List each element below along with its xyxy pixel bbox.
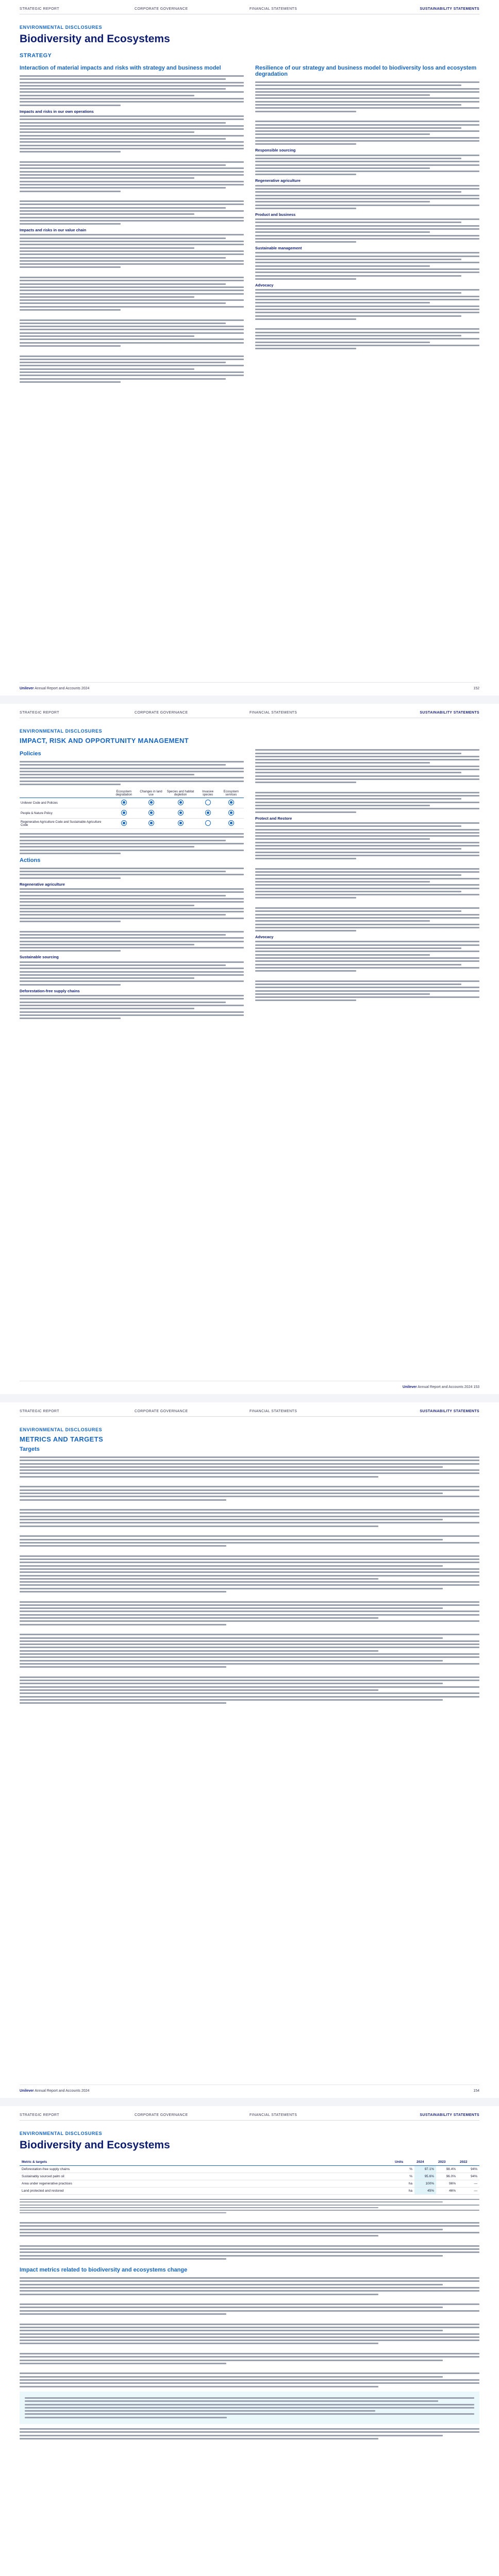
filled-circle-icon <box>228 800 234 805</box>
top-nav <box>20 704 479 718</box>
metric-2022: — <box>458 2188 479 2195</box>
sub-heading-regenerative: Regenerative agriculture <box>20 882 65 887</box>
metric-2023: 98.4% <box>436 2166 458 2173</box>
filled-circle-icon <box>228 810 234 816</box>
footer-brand: Unilever <box>20 2089 34 2093</box>
metric-name: Sustainably sourced palm oil <box>20 2173 393 2180</box>
sub-heading-product-business: Product and business <box>255 212 296 217</box>
text-block <box>255 252 479 279</box>
sub-heading-protect-restore: Protect and Restore <box>255 816 292 821</box>
metrics-table <box>20 2159 479 2195</box>
metric-2023: 96% <box>436 2180 458 2188</box>
section-label: ENVIRONMENTAL DISCLOSURES <box>20 2131 103 2136</box>
text-block <box>255 822 479 931</box>
nav-strategic-report[interactable]: STRATEGIC REPORT <box>20 2113 59 2117</box>
text-block <box>255 218 479 243</box>
right-heading: Resilience of our strategy and business model to biodiversity loss and ecosystem degradation <box>255 65 477 77</box>
empty-circle-icon <box>205 800 211 805</box>
metric-2024: 100% <box>414 2180 436 2188</box>
page-number: 154 <box>473 2089 479 2093</box>
metric-2024: 95.6% <box>414 2173 436 2180</box>
matrix-row-label: Regenerative Agriculture Code and Sustainable Agriculture Code <box>20 819 109 829</box>
top-nav <box>20 2106 479 2121</box>
footer-text: Annual Report and Accounts 2024 <box>35 687 90 690</box>
matrix-header: Invasive species <box>197 789 219 798</box>
page-separator <box>0 696 499 704</box>
page-biodiversity-strategy <box>0 0 499 696</box>
impact-heading: Impact metrics related to biodiversity and ecosystems change <box>20 2267 188 2274</box>
metric-unit: ha <box>393 2180 414 2188</box>
right-column <box>255 62 479 384</box>
text-block <box>255 749 479 812</box>
page-metrics-targets <box>0 1402 499 2098</box>
filled-circle-icon <box>148 810 154 816</box>
targets-heading: Targets <box>20 1446 40 1452</box>
text-block <box>20 1456 479 1704</box>
sub-heading-regenerative-agriculture: Regenerative agriculture <box>255 178 301 183</box>
page-separator <box>0 2098 499 2106</box>
table-row <box>20 2166 479 2173</box>
matrix-row <box>20 819 244 829</box>
policy-matrix <box>20 789 244 829</box>
nav-sustainability-statements[interactable]: SUSTAINABILITY STATEMENTS <box>420 2113 479 2117</box>
right-column <box>255 748 479 1021</box>
page-iro-management <box>0 704 499 1394</box>
metric-2022: 94% <box>458 2166 479 2173</box>
metric-name: Land protected and restored <box>20 2188 393 2195</box>
metrics-header: 2023 <box>436 2159 458 2166</box>
matrix-header: Ecosystem services <box>219 789 244 798</box>
left-heading: Interaction of material impacts and risks with strategy and business model <box>20 65 221 71</box>
page-title: IMPACT, RISK AND OPPORTUNITY MANAGEMENT <box>20 737 189 744</box>
metric-2024: 97.1% <box>414 2166 436 2173</box>
highlight-box <box>20 2392 479 2424</box>
matrix-row <box>20 798 244 808</box>
nav-sustainability-statements[interactable]: SUSTAINABILITY STATEMENTS <box>420 711 479 715</box>
nav-financial-statements[interactable]: FINANCIAL STATEMENTS <box>250 711 297 715</box>
text-block <box>20 833 244 854</box>
page-footer <box>20 1381 479 1394</box>
text-block <box>20 75 244 106</box>
filled-circle-icon <box>148 800 154 805</box>
filled-circle-icon <box>228 820 234 826</box>
footnotes <box>20 2199 479 2213</box>
text-block <box>20 761 244 785</box>
text-block <box>20 995 244 1019</box>
sub-heading-advocacy: Advocacy <box>255 282 274 287</box>
filled-circle-icon <box>121 800 127 805</box>
metric-2023: 46% <box>436 2188 458 2195</box>
table-row <box>20 2188 479 2195</box>
nav-financial-statements[interactable]: FINANCIAL STATEMENTS <box>250 7 297 11</box>
text-block <box>255 81 479 145</box>
nav-financial-statements[interactable]: FINANCIAL STATEMENTS <box>250 1410 297 1413</box>
page-number: 153 <box>473 1385 479 1389</box>
footer-text: Annual Report and Accounts 2024 <box>418 1385 473 1389</box>
text-block <box>20 234 244 382</box>
left-column <box>20 62 244 384</box>
metric-unit: ha <box>393 2188 414 2195</box>
table-row <box>20 2180 479 2188</box>
actions-heading: Actions <box>20 857 41 863</box>
matrix-header: Species and habitat depletion <box>164 789 197 798</box>
page-number: 152 <box>473 687 479 690</box>
sub-heading-responsible-sourcing: Responsible sourcing <box>255 148 296 153</box>
matrix-header: Ecosystem degradation <box>109 789 139 798</box>
page-separator <box>0 1394 499 1402</box>
top-nav <box>20 1402 479 1417</box>
nav-corporate-governance[interactable]: CORPORATE GOVERNANCE <box>135 1410 188 1413</box>
sub-heading-sustainable-sourcing: Sustainable sourcing <box>20 955 59 960</box>
metric-2022: 94% <box>458 2173 479 2180</box>
metrics-header: 2024 <box>414 2159 436 2166</box>
section-label: ENVIRONMENTAL DISCLOSURES <box>20 1427 103 1432</box>
text-block <box>255 155 479 176</box>
nav-sustainability-statements[interactable]: SUSTAINABILITY STATEMENTS <box>420 7 479 11</box>
matrix-row-label: Unilever Code and Policies <box>20 798 109 808</box>
nav-sustainability-statements[interactable]: SUSTAINABILITY STATEMENTS <box>420 1410 479 1413</box>
nav-corporate-governance[interactable]: CORPORATE GOVERNANCE <box>135 7 188 11</box>
text-block <box>255 185 479 209</box>
metrics-header: Metric & targets <box>20 2159 393 2166</box>
page-footer <box>20 2084 479 2098</box>
section-label: ENVIRONMENTAL DISCLOSURES <box>20 728 103 734</box>
nav-financial-statements[interactable]: FINANCIAL STATEMENTS <box>250 2113 297 2117</box>
filled-circle-icon <box>121 810 127 816</box>
metric-2024: 45% <box>414 2188 436 2195</box>
footer-brand: Unilever <box>20 687 34 690</box>
nav-strategic-report[interactable]: STRATEGIC REPORT <box>20 1410 59 1413</box>
filled-circle-icon <box>205 810 211 816</box>
matrix-header: Changes in land use <box>139 789 164 798</box>
page-title: METRICS AND TARGETS <box>20 1435 104 1443</box>
section-label: ENVIRONMENTAL DISCLOSURES <box>20 25 103 30</box>
policies-heading: Policies <box>20 751 41 757</box>
page-footer <box>20 682 479 696</box>
filled-circle-icon <box>148 820 154 826</box>
sub-heading-sustainable-management: Sustainable management <box>255 246 302 251</box>
metric-2022: — <box>458 2180 479 2188</box>
text-block <box>20 888 244 952</box>
nav-corporate-governance[interactable]: CORPORATE GOVERNANCE <box>135 711 188 715</box>
metric-2023: 96.0% <box>436 2173 458 2180</box>
filled-circle-icon <box>178 820 184 826</box>
text-block <box>20 115 244 225</box>
page-biodiversity-metrics <box>0 2106 499 2576</box>
nav-strategic-report[interactable]: STRATEGIC REPORT <box>20 7 59 11</box>
metrics-header: 2022 <box>458 2159 479 2166</box>
filled-circle-icon <box>178 810 184 816</box>
metrics-header: Units <box>393 2159 414 2166</box>
text-block <box>20 2277 479 2387</box>
sub-heading-value-chain: Impacts and risks in our value chain <box>20 228 87 233</box>
strategy-label: STRATEGY <box>20 53 52 59</box>
text-block <box>20 2222 479 2260</box>
matrix-row-label: People & Nature Policy <box>20 808 109 819</box>
text-block <box>20 868 244 879</box>
filled-circle-icon <box>178 800 184 805</box>
page-title: Biodiversity and Ecosystems <box>20 33 170 45</box>
sub-heading-deforestation: Deforestation-free supply chains <box>20 988 80 993</box>
table-row <box>20 2173 479 2180</box>
filled-circle-icon <box>121 820 127 826</box>
page-title: Biodiversity and Ecosystems <box>20 2139 170 2151</box>
footer-text: Annual Report and Accounts 2024 <box>35 2089 90 2093</box>
sub-heading-own-ops: Impacts and risks in our own operations <box>20 109 94 114</box>
metric-name: Area under regenerative practices <box>20 2180 393 2188</box>
left-column <box>20 748 244 1021</box>
text-block <box>255 289 479 349</box>
text-block <box>255 941 479 1001</box>
matrix-row <box>20 808 244 819</box>
metric-unit: % <box>393 2173 414 2180</box>
sub-heading-advocacy: Advocacy <box>255 935 274 940</box>
footer-brand: Unilever <box>402 1385 417 1389</box>
nav-corporate-governance[interactable]: CORPORATE GOVERNANCE <box>135 2113 188 2117</box>
metric-unit: % <box>393 2166 414 2173</box>
metric-name: Deforestation-free supply chains <box>20 2166 393 2173</box>
top-nav <box>20 0 479 14</box>
text-block <box>20 2428 479 2439</box>
nav-strategic-report[interactable]: STRATEGIC REPORT <box>20 711 59 715</box>
empty-circle-icon <box>205 820 211 826</box>
text-block <box>20 961 244 986</box>
